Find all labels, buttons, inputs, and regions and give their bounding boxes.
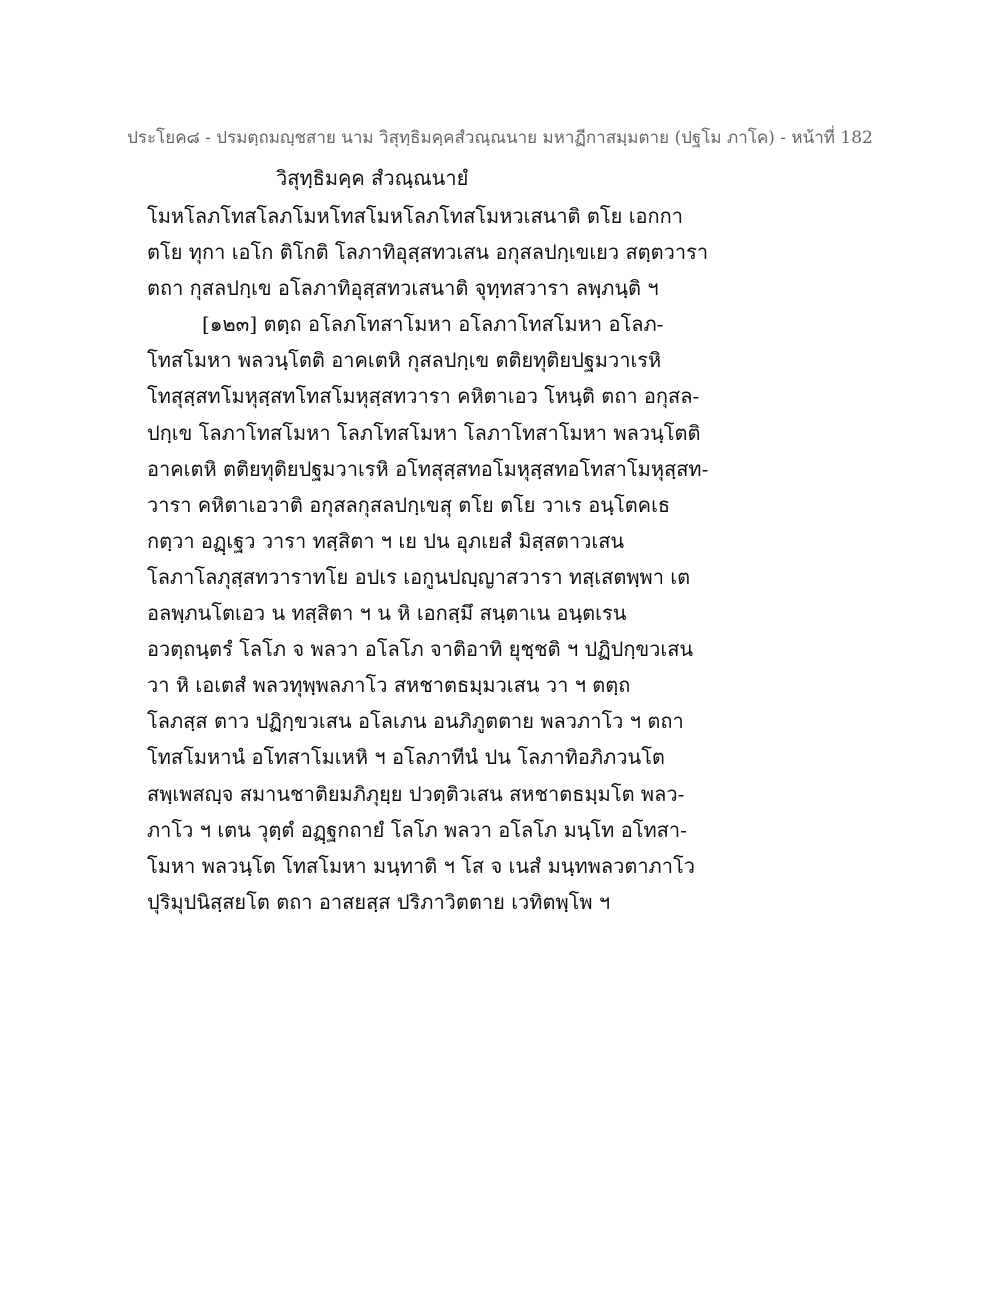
text-line: อวตฺถนฺตรํ โลโภ จ พลวา อโลโภ จาติอาทิ ยุชฺชติ ฯ ปฏิปกฺขวเสน [147,637,694,662]
text-line: โมหา พลวนฺโต โทสโมหา มนฺทาติ ฯ โส จ เนสํ มนฺทพลวตาภาโว [147,853,695,878]
text-line: วารา คหิตาเอวาติ อกุสลกุสลปกฺเขสุ ตโย ตโย วาเร อนฺโตคเธ [147,492,671,517]
text-line: ตถา กุสลปกฺเข อโลภาทิอุสฺสทวเสนาติ จุทฺทสวารา ลพฺภนฺติ ฯ [147,276,659,301]
text-line: ภาโว ฯ เตน วุตฺตํ อฏฺฐกถายํ โลโภ พลวา อโลโภ มนฺโท อโทสา- [147,817,687,842]
text-line: โทสโมหานํ อโทสาโมเหหิ ฯ อโลภาทีนํ ปน โลภาทิอภิภวนโต [147,745,665,770]
text-line: ตโย ทุกา เอโก ติโกติ โลภาทิอุสฺสทวเสน อกุสลปกฺเขเยว สตฺตวารา [147,240,709,265]
text-line: วา หิ เอเตสํ พลวทุพฺพลภาโว สหชาตธมฺมวเสน วา ฯ ตตฺถ [147,673,631,698]
text-line: อลพฺภนโตเอว น ทสฺสิตา ฯ น หิ เอกสฺมึ สนฺตาเน อนฺตเรน [147,601,627,626]
text-line: ปกฺเข โลภาโทสโมหา โลภโทสโมหา โลภาโทสาโมหา พลวนฺโตติ [147,420,701,445]
text-line: กตฺวา อฏฺเฐว วารา ทสฺสิตา ฯ เย ปน อุภเยสํ มิสฺสตาวเสน [147,528,625,553]
paragraph-start-line: [๑๒๓] ตตฺถ อโลภโทสาโมหา อโลภาโทสโมหา อโลภ- [202,312,664,337]
text-line: โมหโลภโทสโลภโมหโทสโมหโลภโทสโมหวเสนาติ ตโย เอกกา [147,204,684,228]
text-line: โลภสฺส ตาว ปฏิกฺขวเสน อโลเภน อนภิภูตตาย พลวภาโว ฯ ตถา [147,709,684,734]
text-line: โทสโมหา พลวนฺโตติ อาคเตหิ กุสลปกฺเข ตติยทุติยปฐมวาเรหิ [147,348,662,373]
text-line: อาคเตหิ ตติยทุติยปฐมวาเรหิ อโทสุสฺสทอโมหุสฺสทอโทสาโมหุสฺสท- [147,456,709,481]
page-subtitle: วิสุทฺธิมคฺค สํวณฺณนายํ [276,166,469,190]
page-header: ประโยค๘ - ปรมตฺถมญฺชสาย นาม วิสุทฺธิมคฺคสํวณฺณนาย มหาฏีกาสมฺมตาย (ปฐโม ภาโค) - หน้าที่ 182 [127,128,873,148]
text-line: โทสุสฺสทโมหุสฺสทโทสโมหุสฺสทวารา คหิตาเอว โหนฺติ ตถา อกุสล- [147,384,700,409]
text-line: โลภาโลภุสฺสทวาราทโย อปเร เอกูนปญฺญาสวารา ทสฺเสตพฺพา เต [147,564,691,589]
text-line: ปุริมุปนิสฺสยโต ตถา อาสยสฺส ปริภาวิตตาย เวทิตพฺโพ ฯ [147,889,611,914]
text-line: สพฺเพสญฺจ สมานชาติยมภิภุยฺย ปวตฺติวเสน สหชาตธมฺมโต พลว- [147,781,685,806]
body-text [147,198,847,920]
